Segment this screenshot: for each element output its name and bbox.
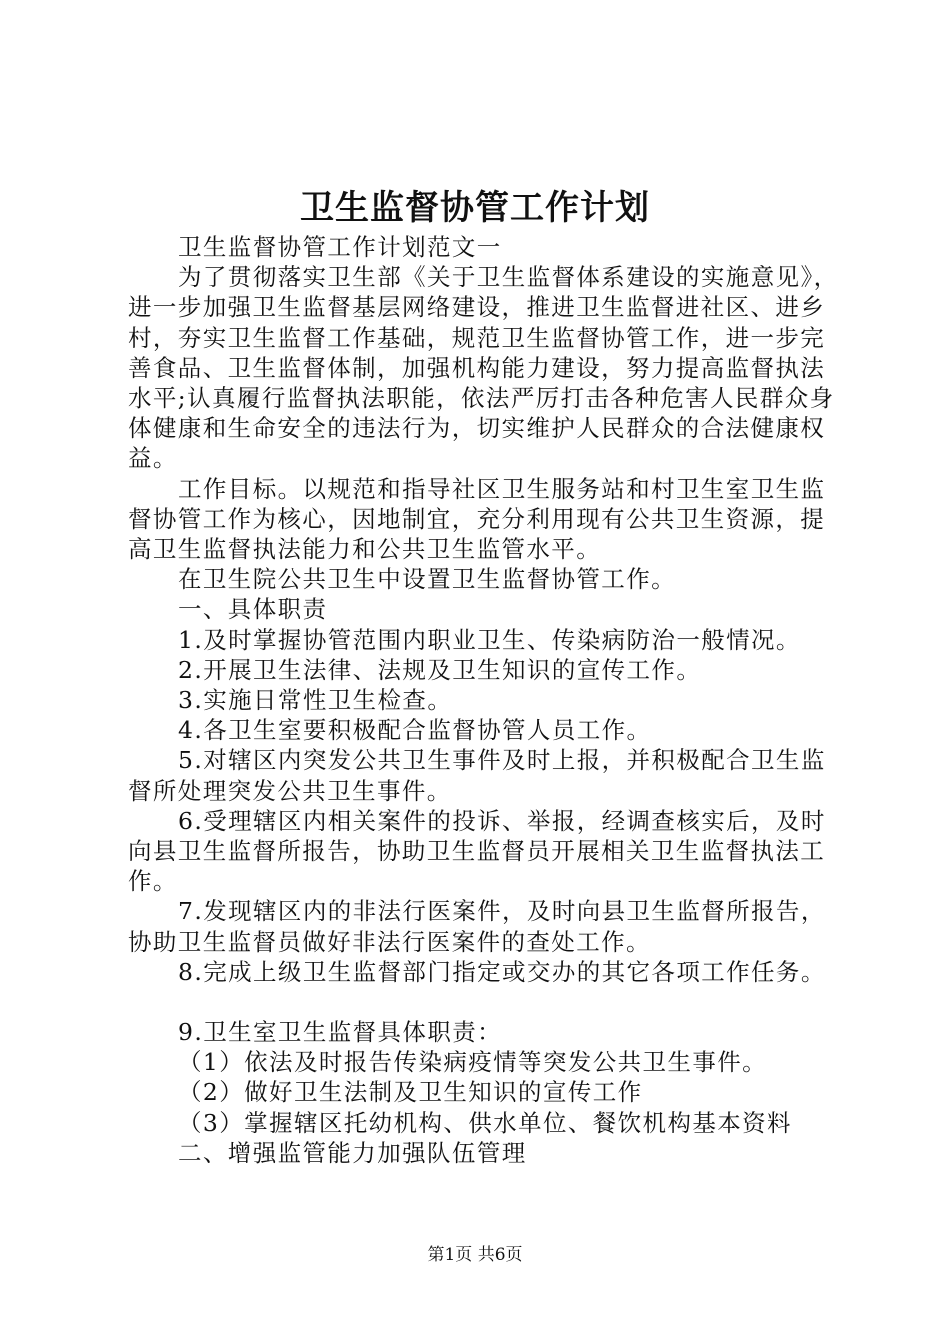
document-title: 卫生监督协管工作计划 <box>300 188 650 228</box>
sub-item-2: （2）做好卫生法制及卫生知识的宣传工作 <box>178 1078 643 1107</box>
list-item-8: 8.完成上级卫生监督部门指定或交办的其它各项工作任务。 <box>178 957 826 986</box>
paragraph-gap <box>128 987 848 1017</box>
sub-item-3: （3）掌握辖区托幼机构、供水单位、餐饮机构基本资料 <box>178 1108 792 1137</box>
list-item-3: 3.实施日常性卫生检查。 <box>178 686 453 715</box>
paragraph-setup: 在卫生院公共卫生中设置卫生监督协管工作。 <box>178 565 676 594</box>
list-item-5: 5.对辖区内突发公共卫生事件及时上报，并积极配合卫生监督所处理突发公共卫生事件。 <box>128 746 826 805</box>
list-item-1: 1.及时掌握协管范围内职业卫生、传染病防治一般情况。 <box>178 625 801 654</box>
list-item-6: 6.受理辖区内相关案件的投诉、举报，经调查核实后，及时向县卫生监督所报告，协助卫生监督员开展相关卫生监督执法工作。 <box>128 806 826 896</box>
paragraph-intro: 为了贯彻落实卫生部《关于卫生监督体系建设的实施意见》，进一步加强卫生监督基层网络建设，推进卫生监督进社区、进乡村，夯实卫生监督工作基础，规范卫生监督协管工作，进一步完善食品、卫生监督体制，加强机构能力建设，努力提高监督执法水平;认真履行监督执法职能，依法严厉打击各种危害人民群众身体健康和生命安全的违法行为，切实维护人民群众的合法健康权益。 <box>128 263 839 473</box>
document-body <box>128 232 848 1168</box>
page-number-footer: 第1页 共6页 <box>427 1245 523 1265</box>
paragraph-goal: 工作目标。以规范和指导社区卫生服务站和村卫生室卫生监督协管工作为核心，因地制宜，充分利用现有公共卫生资源，提高卫生监督执法能力和公共卫生监管水平。 <box>128 474 826 564</box>
list-item-7: 7.发现辖区内的非法行医案件，及时向县卫生监督所报告，协助卫生监督员做好非法行医案件的查处工作。 <box>128 897 826 956</box>
list-item-4: 4.各卫生室要积极配合监督协管人员工作。 <box>178 716 652 745</box>
paragraph-subtitle: 卫生监督协管工作计划范文一 <box>178 233 502 261</box>
sub-item-1: （1）依法及时报告传染病疫情等突发公共卫生事件。 <box>178 1048 768 1077</box>
section-heading-duties: 一、具体职责 <box>178 595 328 624</box>
list-item-9: 9.卫生室卫生监督具体职责： <box>178 1018 503 1047</box>
list-item-2: 2.开展卫生法律、法规及卫生知识的宣传工作。 <box>178 655 702 684</box>
section-heading-capacity: 二、增强监管能力加强队伍管理 <box>178 1138 527 1167</box>
